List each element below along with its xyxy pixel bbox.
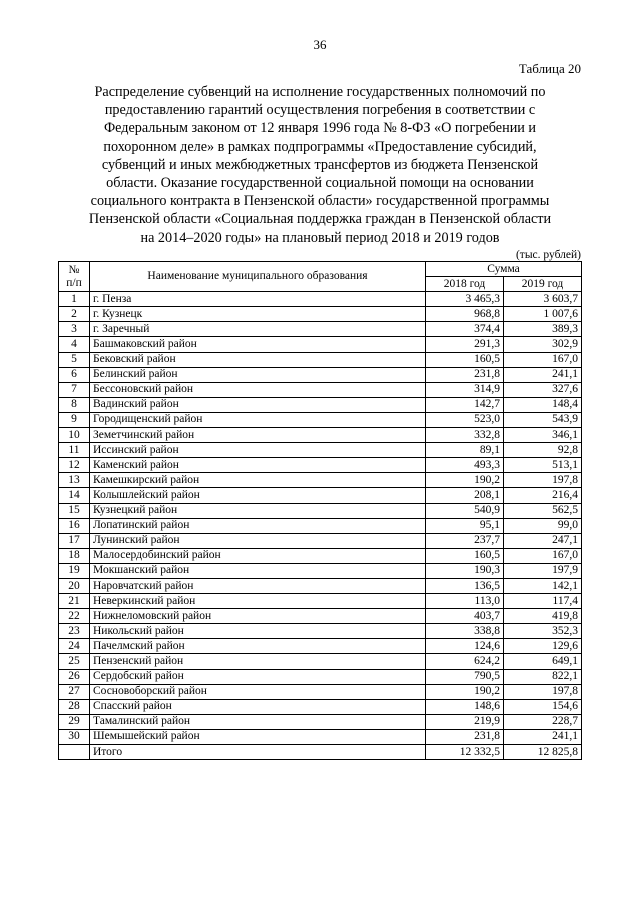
table-row <box>59 669 582 684</box>
row-value-2018: 790,5 <box>426 669 504 684</box>
table-row <box>59 412 582 427</box>
row-value-2019: 543,9 <box>504 412 582 427</box>
row-name: Колышлейский район <box>90 488 426 503</box>
row-name: г. Кузнецк <box>90 307 426 322</box>
row-name: г. Заречный <box>90 322 426 337</box>
row-number: 18 <box>59 548 90 563</box>
row-value-2018: 208,1 <box>426 488 504 503</box>
table-row <box>59 548 582 563</box>
row-number: 10 <box>59 428 90 443</box>
row-name: Лунинский район <box>90 533 426 548</box>
header-number <box>59 262 90 292</box>
row-value-2018: 3 465,3 <box>426 292 504 307</box>
row-number: 21 <box>59 594 90 609</box>
row-name: Сосновоборский район <box>90 684 426 699</box>
row-value-2018: 136,5 <box>426 578 504 593</box>
row-value-2019: 327,6 <box>504 382 582 397</box>
row-value-2018: 190,3 <box>426 563 504 578</box>
table-row <box>59 624 582 639</box>
table-row <box>59 563 582 578</box>
row-name: Лопатинский район <box>90 518 426 533</box>
table-row <box>59 503 582 518</box>
row-value-2018: 968,8 <box>426 307 504 322</box>
total-number <box>59 745 90 760</box>
table-row <box>59 397 582 412</box>
row-value-2018: 314,9 <box>426 382 504 397</box>
row-value-2018: 142,7 <box>426 397 504 412</box>
row-value-2019: 99,0 <box>504 518 582 533</box>
header-number-line1: № <box>68 263 80 276</box>
row-name: Бессоновский район <box>90 382 426 397</box>
table-row <box>59 578 582 593</box>
table-row <box>59 428 582 443</box>
table-row <box>59 684 582 699</box>
row-value-2018: 160,5 <box>426 352 504 367</box>
row-name: Белинский район <box>90 367 426 382</box>
row-value-2018: 89,1 <box>426 443 504 458</box>
row-name: Мокшанский район <box>90 563 426 578</box>
header-number-line2: п/п <box>66 276 82 289</box>
table-row <box>59 594 582 609</box>
row-name: Кузнецкий район <box>90 503 426 518</box>
row-value-2018: 338,8 <box>426 624 504 639</box>
row-number: 9 <box>59 412 90 427</box>
row-value-2018: 148,6 <box>426 699 504 714</box>
row-number: 3 <box>59 322 90 337</box>
row-value-2019: 3 603,7 <box>504 292 582 307</box>
row-value-2019: 154,6 <box>504 699 582 714</box>
title-line: субвенций и иных межбюджетных трансфертов из бюджета Пензенской <box>101 156 539 173</box>
table-row <box>59 533 582 548</box>
row-value-2019: 241,1 <box>504 729 582 744</box>
row-value-2019: 167,0 <box>504 352 582 367</box>
row-value-2019: 346,1 <box>504 428 582 443</box>
row-value-2018: 291,3 <box>426 337 504 352</box>
table-row <box>59 292 582 307</box>
row-number: 17 <box>59 533 90 548</box>
row-name: Малосердобинский район <box>90 548 426 563</box>
table-row <box>59 443 582 458</box>
row-name: Башмаковский район <box>90 337 426 352</box>
row-number: 15 <box>59 503 90 518</box>
row-name: Пачелмский район <box>90 639 426 654</box>
header-name: Наименование муниципального образования <box>90 262 426 292</box>
row-number: 23 <box>59 624 90 639</box>
table-row <box>59 337 582 352</box>
table-row <box>59 458 582 473</box>
row-number: 30 <box>59 729 90 744</box>
table-row <box>59 699 582 714</box>
row-name: Камешкирский район <box>90 473 426 488</box>
header-2019: 2019 год <box>504 277 582 292</box>
row-value-2019: 1 007,6 <box>504 307 582 322</box>
title-line: Пензенской области «Социальная поддержка граждан в Пензенской области <box>88 211 552 228</box>
row-value-2018: 113,0 <box>426 594 504 609</box>
row-number: 29 <box>59 714 90 729</box>
row-value-2019: 419,8 <box>504 609 582 624</box>
row-value-2018: 231,8 <box>426 367 504 382</box>
table-row <box>59 729 582 744</box>
row-value-2019: 562,5 <box>504 503 582 518</box>
row-value-2018: 374,4 <box>426 322 504 337</box>
table-row <box>59 714 582 729</box>
row-name: Вадинский район <box>90 397 426 412</box>
row-number: 5 <box>59 352 90 367</box>
row-number: 16 <box>59 518 90 533</box>
row-number: 19 <box>59 563 90 578</box>
row-value-2019: 302,9 <box>504 337 582 352</box>
row-name: Иссинский район <box>90 443 426 458</box>
table-row <box>59 322 582 337</box>
row-number: 13 <box>59 473 90 488</box>
row-number: 22 <box>59 609 90 624</box>
table-row <box>59 382 582 397</box>
row-value-2019: 241,1 <box>504 367 582 382</box>
row-value-2019: 92,8 <box>504 443 582 458</box>
row-number: 28 <box>59 699 90 714</box>
row-value-2018: 540,9 <box>426 503 504 518</box>
table-row <box>59 473 582 488</box>
page-number: 36 <box>313 37 327 52</box>
row-value-2018: 190,2 <box>426 684 504 699</box>
row-value-2019: 352,3 <box>504 624 582 639</box>
row-value-2018: 332,8 <box>426 428 504 443</box>
title-line: на 2014–2020 годы» на плановый период 2018 и 2019 годов <box>140 229 500 246</box>
row-value-2018: 160,5 <box>426 548 504 563</box>
table-row <box>59 367 582 382</box>
row-value-2019: 247,1 <box>504 533 582 548</box>
table-label: Таблица 20 <box>518 61 581 76</box>
row-value-2018: 231,8 <box>426 729 504 744</box>
row-name: Нижнеломовский район <box>90 609 426 624</box>
table-row <box>59 488 582 503</box>
row-value-2018: 624,2 <box>426 654 504 669</box>
row-number: 4 <box>59 337 90 352</box>
row-value-2019: 822,1 <box>504 669 582 684</box>
row-value-2018: 124,6 <box>426 639 504 654</box>
row-value-2019: 389,3 <box>504 322 582 337</box>
row-value-2019: 649,1 <box>504 654 582 669</box>
row-value-2019: 167,0 <box>504 548 582 563</box>
table-body <box>59 292 582 760</box>
title-line: предоставлению гарантий осуществления погребения в соответствии с <box>104 102 536 119</box>
title-line: Распределение субвенций на исполнение государственных полномочий по <box>94 84 546 100</box>
row-name: Бековский район <box>90 352 426 367</box>
row-number: 11 <box>59 443 90 458</box>
row-value-2019: 197,8 <box>504 684 582 699</box>
row-value-2019: 197,8 <box>504 473 582 488</box>
title-line: социального контракта в Пензенской области» государственной программы <box>90 193 550 210</box>
row-number: 26 <box>59 669 90 684</box>
title-line: похоронном деле» в рамках подпрограммы «Предоставление субсидий, <box>103 138 537 155</box>
row-name: Шемышейский район <box>90 729 426 744</box>
row-number: 27 <box>59 684 90 699</box>
row-name: Земетчинский район <box>90 428 426 443</box>
table-row <box>59 654 582 669</box>
total-value-2019: 12 825,8 <box>504 745 582 760</box>
header-2018: 2018 год <box>426 277 504 292</box>
row-name: Городищенский район <box>90 412 426 427</box>
row-number: 25 <box>59 654 90 669</box>
row-name: Каменский район <box>90 458 426 473</box>
row-number: 12 <box>59 458 90 473</box>
row-value-2018: 219,9 <box>426 714 504 729</box>
row-value-2018: 403,7 <box>426 609 504 624</box>
table-row <box>59 518 582 533</box>
row-value-2018: 237,7 <box>426 533 504 548</box>
total-value-2018: 12 332,5 <box>426 745 504 760</box>
row-value-2018: 95,1 <box>426 518 504 533</box>
document-title <box>70 83 570 247</box>
row-number: 2 <box>59 307 90 322</box>
total-name: Итого <box>90 745 426 760</box>
title-line: Федеральным законом от 12 января 1996 года № 8-ФЗ «О погребении и <box>103 120 537 137</box>
table-row <box>59 307 582 322</box>
row-value-2019: 228,7 <box>504 714 582 729</box>
row-number: 1 <box>59 292 90 307</box>
row-value-2019: 142,1 <box>504 578 582 593</box>
row-value-2018: 493,3 <box>426 458 504 473</box>
row-name: г. Пенза <box>90 292 426 307</box>
row-name: Никольский район <box>90 624 426 639</box>
table-row <box>59 609 582 624</box>
row-value-2019: 117,4 <box>504 594 582 609</box>
row-number: 24 <box>59 639 90 654</box>
row-value-2018: 523,0 <box>426 412 504 427</box>
row-number: 8 <box>59 397 90 412</box>
row-value-2019: 148,4 <box>504 397 582 412</box>
row-value-2019: 129,6 <box>504 639 582 654</box>
row-name: Спасский район <box>90 699 426 714</box>
row-value-2019: 513,1 <box>504 458 582 473</box>
row-value-2019: 197,9 <box>504 563 582 578</box>
row-name: Сердобский район <box>90 669 426 684</box>
header-sum: Сумма <box>426 262 582 277</box>
row-number: 14 <box>59 488 90 503</box>
row-name: Наровчатский район <box>90 578 426 593</box>
table-row <box>59 352 582 367</box>
row-value-2019: 216,4 <box>504 488 582 503</box>
row-name: Неверкинский район <box>90 594 426 609</box>
subvention-table <box>58 261 582 760</box>
table-row <box>59 639 582 654</box>
units-label: (тыс. рублей) <box>515 249 581 261</box>
row-number: 7 <box>59 382 90 397</box>
title-line: области. Оказание государственной социальной помощи на основании <box>106 175 534 192</box>
row-number: 6 <box>59 367 90 382</box>
row-number: 20 <box>59 578 90 593</box>
row-value-2018: 190,2 <box>426 473 504 488</box>
row-name: Пензенский район <box>90 654 426 669</box>
row-name: Тамалинский район <box>90 714 426 729</box>
total-row <box>59 745 582 760</box>
